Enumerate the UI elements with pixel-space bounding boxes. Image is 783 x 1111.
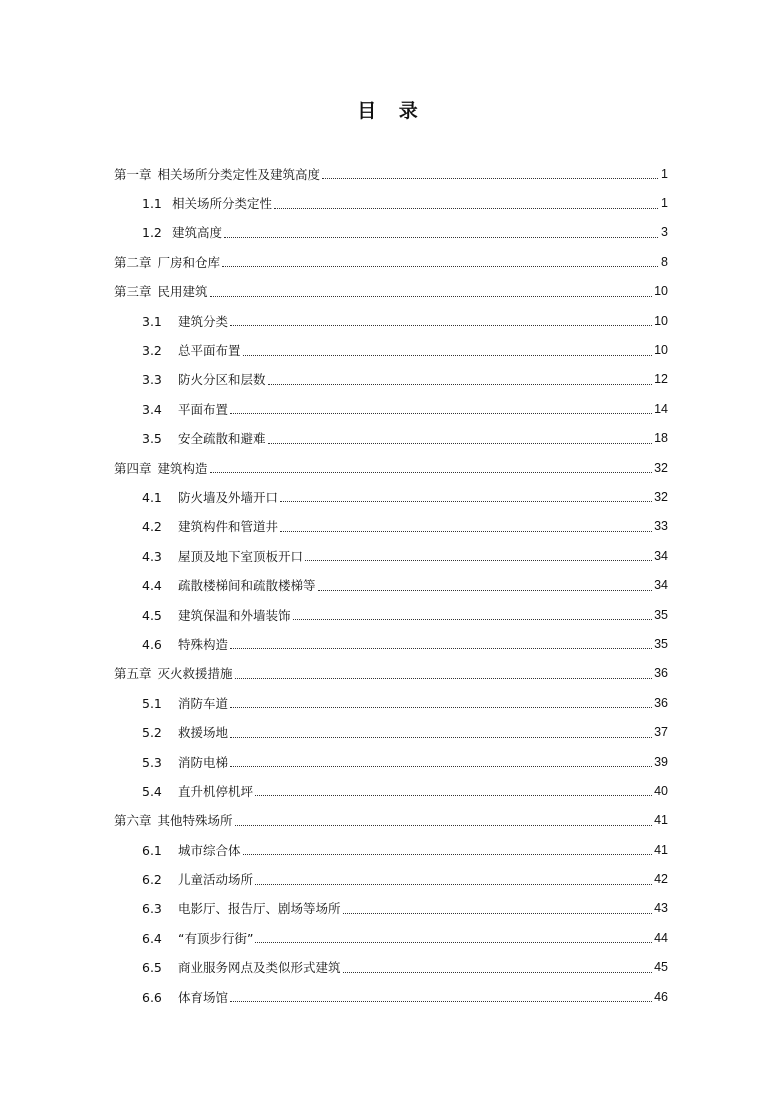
toc-page-number: 10 — [654, 284, 668, 299]
toc-entry-label — [142, 312, 228, 330]
toc-entry-title: 建筑分类 — [178, 313, 229, 329]
toc-entry-title: 建筑构造 — [157, 460, 208, 476]
toc-entry-title: 建筑高度 — [172, 225, 223, 241]
toc-entry-title: 体育场馆 — [178, 989, 229, 1005]
toc-entry-title: 其他特殊场所 — [157, 813, 233, 829]
toc-entry-number: 3.1 — [142, 313, 162, 329]
toc-section-entry[interactable] — [114, 306, 668, 335]
toc-entry-title: 城市综合体 — [178, 842, 241, 858]
toc-entry-title: “有顶步行街” — [178, 930, 254, 946]
toc-page-number: 46 — [654, 989, 668, 1004]
toc-dot-leader — [230, 648, 652, 649]
toc-chapter-entry[interactable] — [114, 247, 668, 276]
toc-entry-label — [142, 576, 316, 594]
toc-entry-title: 安全疏散和避难 — [178, 431, 266, 447]
toc-entry-number: 5.4 — [142, 783, 162, 799]
toc-entry-number: 5.1 — [142, 695, 162, 711]
toc-entry-number: 3.4 — [142, 401, 162, 417]
toc-entry-label — [142, 782, 253, 800]
toc-section-entry[interactable] — [114, 747, 668, 776]
toc-section-entry[interactable] — [114, 629, 668, 658]
toc-entry-label — [142, 341, 241, 359]
toc-chapter-entry[interactable] — [114, 453, 668, 482]
toc-entry-label — [114, 253, 220, 271]
toc-entry-label — [114, 664, 233, 682]
toc-dot-leader — [243, 355, 653, 356]
toc-chapter-entry[interactable] — [114, 659, 668, 688]
toc-dot-leader — [280, 531, 652, 532]
toc-entry-number: 6.5 — [142, 960, 162, 976]
toc-page-number: 1 — [661, 166, 668, 181]
toc-entry-number: 第二章 — [114, 254, 152, 270]
toc-entry-label — [142, 223, 222, 241]
toc-dot-leader — [280, 501, 652, 502]
toc-dot-leader — [230, 1001, 652, 1002]
toc-page-number: 41 — [654, 842, 668, 857]
page-title: 目 录 — [357, 100, 426, 122]
toc-page-number: 12 — [654, 372, 668, 387]
toc-entry-title: 疏散楼梯间和疏散楼梯等 — [178, 578, 316, 594]
toc-dot-leader — [230, 413, 652, 414]
toc-entry-label — [142, 488, 278, 506]
toc-page-number: 35 — [654, 636, 668, 651]
toc-entry-number: 第五章 — [114, 666, 152, 682]
toc-entry-number: 3.3 — [142, 372, 162, 388]
table-of-contents — [114, 159, 668, 1011]
toc-section-entry[interactable] — [114, 982, 668, 1011]
toc-entry-label — [142, 635, 228, 653]
toc-entry-number: 6.2 — [142, 872, 162, 888]
toc-page-number: 40 — [654, 783, 668, 798]
toc-page-number: 42 — [654, 872, 668, 887]
toc-dot-leader — [255, 795, 652, 796]
toc-dot-leader — [210, 472, 653, 473]
toc-entry-label — [142, 929, 253, 947]
toc-entry-title: 特殊构造 — [178, 636, 229, 652]
toc-entry-title: 防火墙及外墙开口 — [178, 489, 279, 505]
toc-entry-title: 商业服务网点及类似形式建筑 — [178, 960, 341, 976]
toc-section-entry[interactable] — [114, 541, 668, 570]
toc-section-entry[interactable] — [114, 570, 668, 599]
toc-page-number: 10 — [654, 313, 668, 328]
toc-dot-leader — [235, 678, 653, 679]
toc-section-entry[interactable] — [114, 717, 668, 746]
toc-page-number: 32 — [654, 489, 668, 504]
toc-entry-title: 救援场地 — [178, 725, 229, 741]
toc-section-entry[interactable] — [114, 335, 668, 364]
toc-dot-leader — [230, 737, 652, 738]
toc-dot-leader — [255, 884, 652, 885]
toc-entry-title: 厂房和仓库 — [157, 254, 221, 270]
toc-entry-label — [142, 370, 266, 388]
toc-entry-number: 6.4 — [142, 930, 162, 946]
toc-dot-leader — [268, 443, 653, 444]
toc-entry-title: 消防车道 — [178, 695, 229, 711]
toc-section-entry[interactable] — [114, 923, 668, 952]
toc-entry-label — [142, 429, 266, 447]
toc-section-entry[interactable] — [114, 394, 668, 423]
toc-section-entry[interactable] — [114, 482, 668, 511]
toc-entry-title: 消防电梯 — [178, 754, 229, 770]
toc-dot-leader — [224, 237, 658, 238]
toc-entry-number: 6.1 — [142, 842, 162, 858]
toc-entry-title: 直升机停机坪 — [178, 783, 254, 799]
toc-page-number: 35 — [654, 607, 668, 622]
toc-entry-label — [142, 841, 241, 859]
toc-entry-label — [114, 282, 208, 300]
toc-dot-leader — [343, 913, 653, 914]
toc-entry-label — [142, 958, 341, 976]
toc-entry-number: 4.5 — [142, 607, 162, 623]
toc-dot-leader — [268, 384, 653, 385]
toc-entry-label — [114, 165, 320, 183]
toc-section-entry[interactable] — [114, 776, 668, 805]
toc-section-entry[interactable] — [114, 894, 668, 923]
toc-entry-number: 4.6 — [142, 636, 162, 652]
toc-entry-label — [142, 400, 228, 418]
toc-entry-number: 1.1 — [142, 196, 162, 212]
toc-dot-leader — [255, 942, 652, 943]
toc-entry-title: 灭火救援措施 — [157, 666, 233, 682]
toc-page-number: 3 — [661, 225, 668, 240]
toc-entry-title: 民用建筑 — [157, 284, 208, 300]
toc-dot-leader — [274, 208, 658, 209]
toc-page-number: 41 — [654, 813, 668, 828]
toc-dot-leader — [343, 972, 653, 973]
toc-dot-leader — [322, 178, 658, 179]
toc-entry-title: 相关场所分类定性及建筑高度 — [157, 166, 321, 182]
toc-section-entry[interactable] — [114, 512, 668, 541]
toc-dot-leader — [230, 707, 652, 708]
toc-page-number: 14 — [654, 401, 668, 416]
toc-entry-number: 6.6 — [142, 989, 162, 1005]
toc-page-number: 36 — [654, 695, 668, 710]
toc-section-entry[interactable] — [114, 953, 668, 982]
toc-entry-label — [142, 694, 228, 712]
toc-entry-title: 防火分区和层数 — [178, 372, 266, 388]
toc-page-number: 32 — [654, 460, 668, 475]
toc-dot-leader — [222, 266, 658, 267]
toc-entry-label — [142, 723, 228, 741]
toc-entry-label — [142, 547, 303, 565]
toc-page-number: 1 — [661, 196, 668, 211]
toc-entry-label — [114, 811, 233, 829]
toc-entry-number: 第一章 — [114, 166, 152, 182]
toc-entry-label — [142, 606, 291, 624]
toc-section-entry[interactable] — [114, 688, 668, 717]
toc-entry-number: 6.3 — [142, 901, 162, 917]
toc-entry-number: 5.2 — [142, 725, 162, 741]
toc-dot-leader — [293, 619, 653, 620]
toc-page-number: 39 — [654, 754, 668, 769]
toc-page-number: 34 — [654, 548, 668, 563]
toc-entry-number: 5.3 — [142, 754, 162, 770]
toc-entry-label — [142, 194, 272, 212]
toc-section-entry[interactable] — [114, 864, 668, 893]
toc-entry-number: 4.2 — [142, 519, 162, 535]
toc-page-number: 10 — [654, 343, 668, 358]
toc-dot-leader — [235, 825, 653, 826]
toc-entry-title: 屋顶及地下室顶板开口 — [178, 548, 304, 564]
toc-page-number: 33 — [654, 519, 668, 534]
toc-page-number: 44 — [654, 930, 668, 945]
toc-dot-leader — [230, 766, 652, 767]
toc-entry-title: 总平面布置 — [178, 343, 241, 359]
toc-page-number: 45 — [654, 960, 668, 975]
toc-page-number: 37 — [654, 725, 668, 740]
toc-entry-label — [142, 753, 228, 771]
toc-entry-title: 相关场所分类定性 — [172, 196, 273, 212]
toc-section-entry[interactable] — [114, 835, 668, 864]
toc-section-entry[interactable] — [114, 365, 668, 394]
toc-entry-label — [114, 459, 208, 477]
toc-entry-title: 电影厅、报告厅、剧场等场所 — [178, 901, 341, 917]
toc-page-number: 36 — [654, 666, 668, 681]
toc-entry-title: 建筑保温和外墙装饰 — [178, 607, 291, 623]
toc-entry-number: 1.2 — [142, 225, 162, 241]
toc-section-entry[interactable] — [114, 218, 668, 247]
toc-entry-number: 4.1 — [142, 489, 162, 505]
toc-entry-title: 儿童活动场所 — [178, 872, 254, 888]
toc-page-number: 8 — [661, 254, 668, 269]
toc-chapter-entry[interactable] — [114, 159, 668, 188]
toc-dot-leader — [305, 560, 652, 561]
toc-section-entry[interactable] — [114, 424, 668, 453]
toc-dot-leader — [243, 854, 653, 855]
toc-entry-number: 第三章 — [114, 284, 152, 300]
toc-entry-label — [142, 899, 341, 917]
toc-entry-label — [142, 870, 253, 888]
toc-entry-number: 3.5 — [142, 431, 162, 447]
toc-chapter-entry[interactable] — [114, 277, 668, 306]
toc-entry-number: 4.3 — [142, 548, 162, 564]
toc-page-number: 18 — [654, 431, 668, 446]
toc-entry-number: 第六章 — [114, 813, 152, 829]
toc-section-entry[interactable] — [114, 188, 668, 217]
toc-entry-number: 3.2 — [142, 343, 162, 359]
toc-section-entry[interactable] — [114, 600, 668, 629]
toc-dot-leader — [230, 325, 652, 326]
toc-dot-leader — [210, 296, 653, 297]
toc-page-number: 43 — [654, 901, 668, 916]
toc-entry-title: 建筑构件和管道井 — [178, 519, 279, 535]
toc-entry-number: 4.4 — [142, 578, 162, 594]
toc-page-number: 34 — [654, 578, 668, 593]
toc-entry-label — [142, 517, 278, 535]
toc-entry-title: 平面布置 — [178, 401, 229, 417]
toc-dot-leader — [318, 590, 653, 591]
toc-chapter-entry[interactable] — [114, 806, 668, 835]
toc-entry-label — [142, 988, 228, 1006]
toc-entry-number: 第四章 — [114, 460, 152, 476]
